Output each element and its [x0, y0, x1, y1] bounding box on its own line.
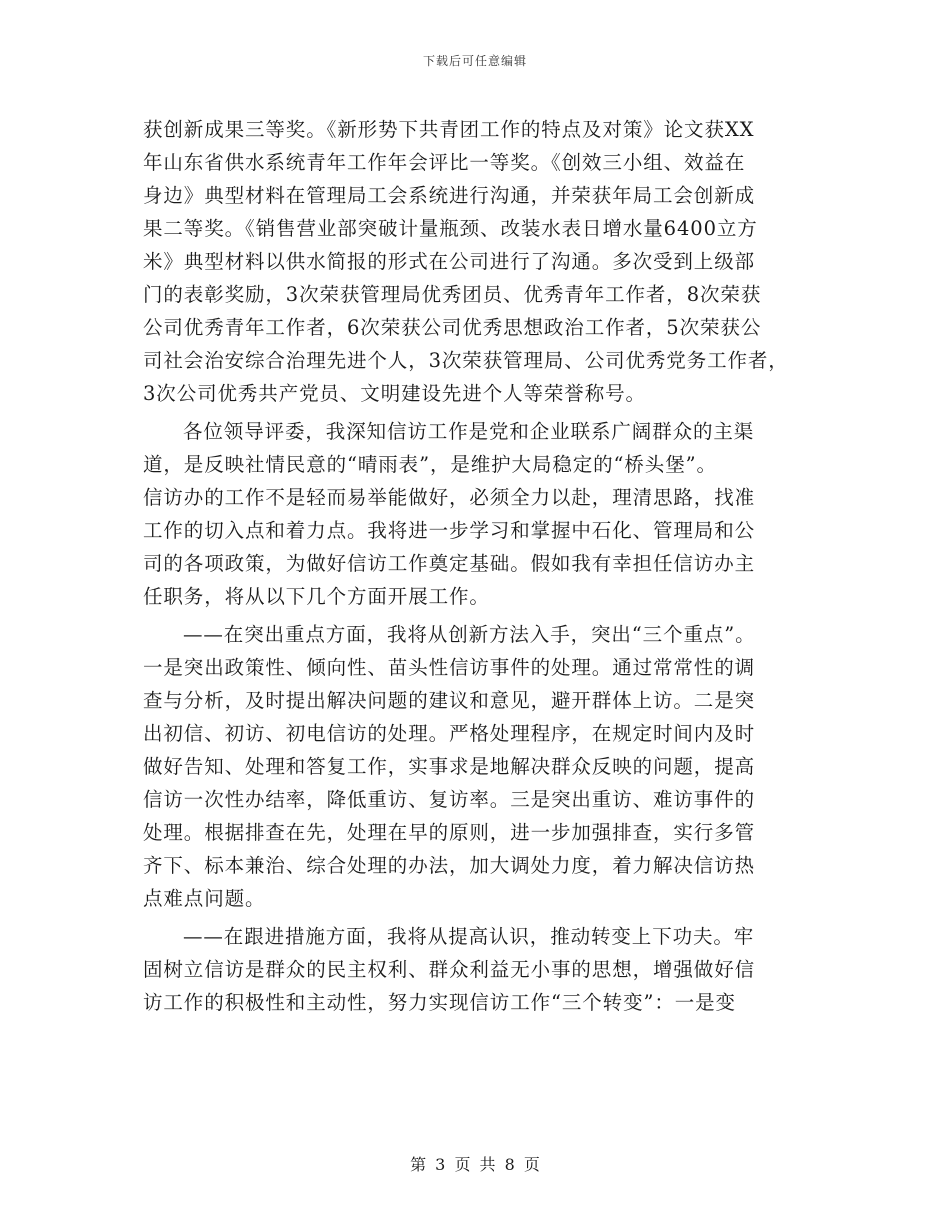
text-line: 获创新成果三等奖。《新形势下共青团工作的特点及对策》论文获XX [143, 118, 755, 141]
paragraph-first-line: ——在突出重点方面，我将从创新方法入手，突出“三个重点”。 [183, 623, 756, 646]
text-line: 年山东省供水系统青年工作年会评比一等奖。《创效三小组、效益在 [143, 151, 746, 174]
text-line: 处理。根据排查在先，处理在早的原则，进一步加强排查，实行多管 [143, 821, 756, 844]
text-line: 固树立信访是群众的民主权利、群众利益无小事的思想，增强做好信 [143, 958, 756, 981]
page-footer-number: 第 3 页 共 8 页 [410, 1155, 540, 1174]
text-line: 访工作的积极性和主动性，努力实现信访工作“三个转变”：一是变 [143, 991, 736, 1014]
text-line: 工作的切入点和着力点。我将进一步学习和掌握中石化、管理局和公 [143, 519, 756, 542]
page-header-note: 下载后可任意编辑 [422, 54, 527, 68]
text-line: 身边》典型材料在管理局工会系统进行沟通，并荣获年局工会创新成 [143, 184, 756, 207]
text-line: 齐下、标本兼治、综合处理的办法，加大调处力度，着力解决信访热 [143, 854, 756, 877]
text-line: 点难点问题。 [143, 887, 266, 910]
text-line: 做好告知、处理和答复工作，实事求是地解决群众反映的问题，提高 [143, 755, 756, 778]
text-line: 信访办的工作不是轻而易举能做好，必须全力以赴，理清思路，找准 [143, 486, 756, 509]
text-line: 果二等奖。《销售营业部突破计量瓶颈、改装水表日增水量6400立方 [143, 217, 758, 240]
text-line: 一是突出政策性、倾向性、苗头性信访事件的处理。通过常常性的调 [143, 656, 756, 679]
paragraph-first-line: 各位领导评委，我深知信访工作是党和企业联系广阔群众的主渠 [183, 420, 755, 443]
text-line: 信访一次性办结率，降低重访、复访率。三是突出重访、难访事件的 [143, 788, 756, 811]
text-line: 道，是反映社情民意的“晴雨表”，是维护大局稳定的“桥头堡”。 [143, 453, 717, 476]
text-line: 查与分析，及时提出解决问题的建议和意见，避开群体上访。二是突 [143, 689, 756, 712]
text-line: 门的表彰奖励，3次荣获管理局优秀团员、优秀青年工作者，8次荣获 [143, 283, 762, 306]
text-line: 司社会治安综合治理先进个人，3次荣获管理局、公司优秀党务工作者， [143, 349, 789, 372]
document-body [143, 113, 809, 1019]
paragraph-first-line: ——在跟进措施方面，我将从提高认识，推动转变上下功夫。牢 [183, 925, 755, 948]
text-line: 3次公司优秀共产党员、文明建设先进个人等荣誉称号。 [143, 382, 646, 405]
text-line: 任职务，将从以下几个方面开展工作。 [143, 585, 490, 608]
text-line: 公司优秀青年工作者，6次荣获公司优秀思想政治工作者，5次荣获公 [143, 316, 762, 339]
text-line: 出初信、初访、初电信访的处理。严格处理程序，在规定时间内及时 [143, 722, 756, 745]
text-line: 米》典型材料以供水简报的形式在公司进行了沟通。多次受到上级部 [143, 250, 756, 273]
text-line: 司的各项政策，为做好信访工作奠定基础。假如我有幸担任信访办主 [143, 552, 756, 575]
